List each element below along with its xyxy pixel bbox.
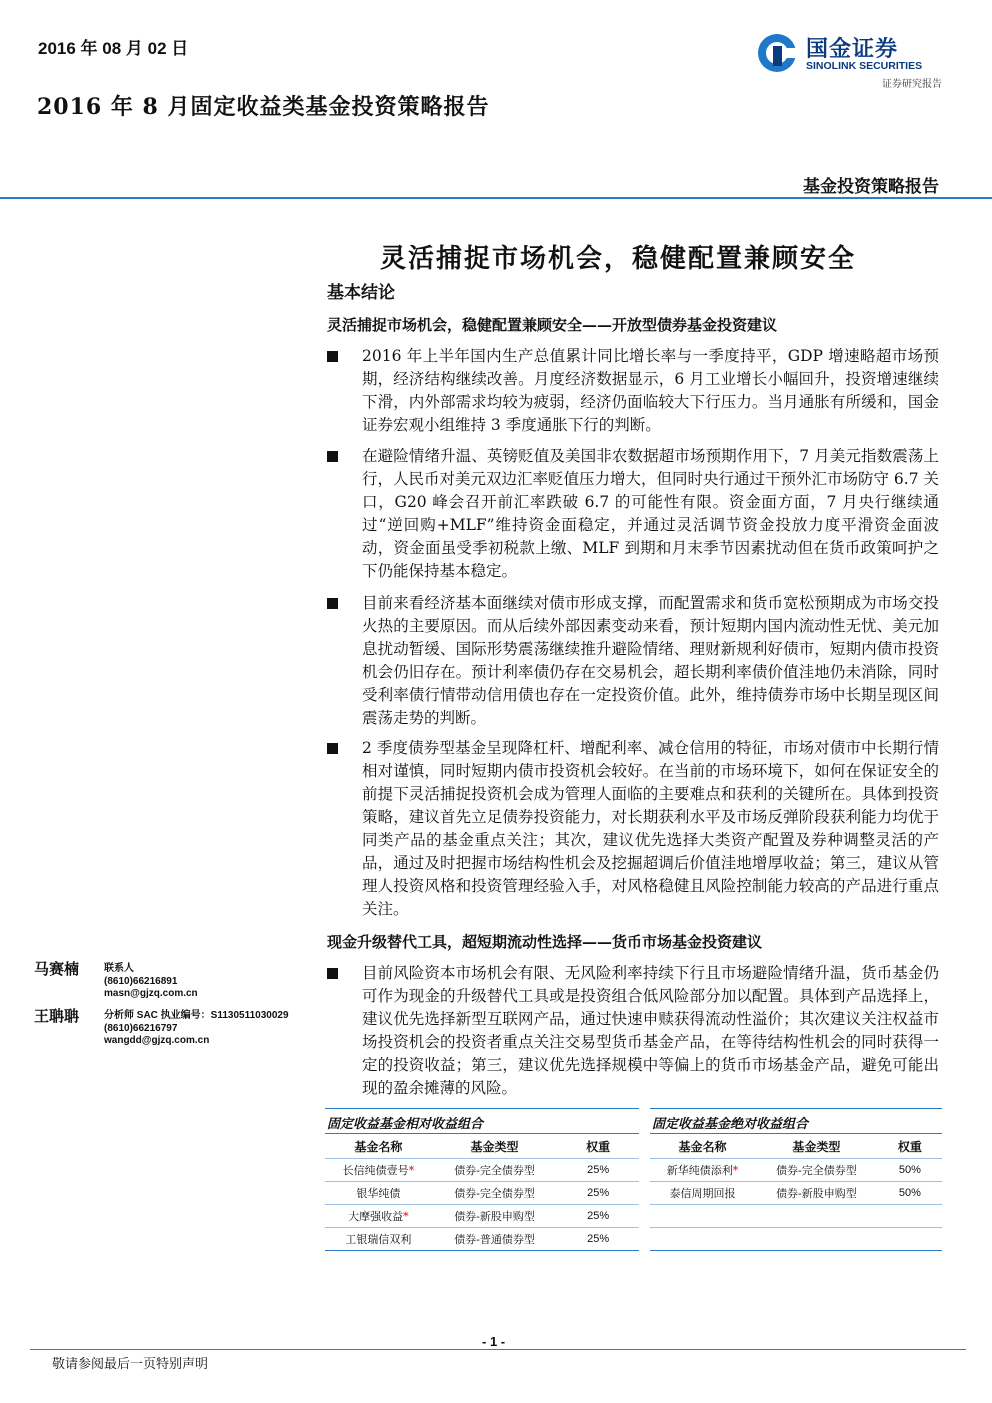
- analyst-role: 分析师 SAC 执业编号：S1130511030029: [104, 1010, 289, 1021]
- analyst-phone: (8610)66216891: [104, 975, 178, 987]
- table-header-row: [650, 1134, 942, 1159]
- fund-type-cell: [755, 1228, 878, 1251]
- report-title: 2016 年 8 月固定收益类基金投资策略报告: [37, 94, 490, 120]
- fund-type-cell: 债券-完全债券型: [432, 1182, 558, 1205]
- bullet-square-icon: [327, 598, 338, 609]
- fund-type-cell: [755, 1205, 878, 1228]
- bullet-square-icon: [327, 743, 338, 754]
- logo-text-en: SINOLINK SECURITIES: [806, 60, 923, 72]
- fund-weight-cell: 50%: [878, 1159, 942, 1182]
- table-row: [325, 1159, 639, 1182]
- bullet-square-icon: [327, 968, 338, 979]
- bullet-item: [327, 962, 939, 1100]
- fund-name-cell: [650, 1159, 755, 1182]
- logo-emblem-icon: [756, 32, 798, 74]
- relative-return-table: [325, 1108, 639, 1251]
- fund-weight-cell: [878, 1228, 942, 1251]
- header-divider: [0, 197, 992, 199]
- subsection-heading: 现金升级替代工具，超短期流动性选择——货币市场基金投资建议: [327, 933, 763, 951]
- bullet-text: 目前来看经济基本面继续对债市形成支撑，而配置需求和货币宽松预期成为市场交投火热的主要原因。而从后续外部因素变动来看，预计短期内国内流动性无忧、美元加息扰动暂缓、国际形势震荡继续推升避险情绪、理财新规利好债市，短期内债市投资机会仍旧存在。预计利率债仍存在交易机会，超长期利率债价值洼地仍未消除，同时受利率债行情带动信用债也存在一定投资价值。此外，维持债券市场中长期呈现区间震荡走势的判断。: [362, 594, 939, 727]
- bullet-item: [327, 737, 939, 921]
- disclaimer-note: 敬请参阅最后一页特别声明: [52, 1357, 209, 1372]
- analyst-name: 马赛楠: [34, 960, 80, 978]
- fund-name: 银华纯债: [356, 1187, 401, 1200]
- table-header-row: [325, 1134, 639, 1159]
- table-row: [650, 1159, 942, 1182]
- analyst-email[interactable]: masn@gjzq.com.cn: [104, 988, 198, 999]
- analyst-contact: [104, 1010, 289, 1048]
- analyst-name: 王聃聃: [34, 1007, 80, 1025]
- fund-weight-cell: 50%: [878, 1182, 942, 1205]
- table-row: [650, 1228, 942, 1251]
- table-title: 固定收益基金相对收益组合: [325, 1108, 639, 1134]
- table-row: [650, 1205, 942, 1228]
- column-header: 基金名称: [354, 1139, 403, 1154]
- headline: 灵活捕捉市场机会，稳健配置兼顾安全: [380, 244, 857, 274]
- page-number: - 1 -: [482, 1334, 506, 1349]
- subsection-heading: 灵活捕捉市场机会，稳健配置兼顾安全——开放型债券基金投资建议: [327, 316, 778, 334]
- column-header: 权重: [897, 1139, 922, 1154]
- document-type: 基金投资策略报告: [803, 177, 939, 197]
- fund-name: 新华纯债添利: [666, 1164, 733, 1177]
- table-row: [325, 1205, 639, 1228]
- fund-type-cell: 债券-普通债券型: [432, 1228, 558, 1251]
- bullet-square-icon: [327, 351, 338, 362]
- logo-subtitle: 证券研究报告: [882, 79, 942, 90]
- analyst-email[interactable]: wangdd@gjzq.com.cn: [104, 1035, 210, 1046]
- fund-weight-cell: 25%: [557, 1228, 639, 1251]
- star-icon: *: [403, 1210, 409, 1223]
- bullet-text: 在避险情绪升温、英镑贬值及美国非农数据超市场预期作用下，7 月美元指数震荡上行，人民币对美元双边汇率贬值压力增大，但同时央行通过干预外汇市场防守 6.7 关口，G20 峰会召开前汇率跌破 6.7 的可能性有限。资金面方面，7 月央行继续通过“逆回购+MLF”维持资金面稳定，并通过灵活调节资金投放力度平滑资金面波动，资金面虽受季初税款上缴、MLF 到期和月末季节因素扰动但在货币政策呵护之下仍能保持基本稳定。: [362, 447, 940, 580]
- bullet-item: [327, 445, 939, 583]
- absolute-return-table: [650, 1108, 942, 1251]
- fund-weight-cell: 25%: [557, 1205, 639, 1228]
- table-row: [325, 1182, 639, 1205]
- fund-weight-cell: 25%: [557, 1159, 639, 1182]
- star-icon: *: [408, 1164, 415, 1177]
- column-header: 基金类型: [792, 1139, 841, 1154]
- analyst-contact: [104, 963, 198, 1001]
- bullet-item: [327, 345, 939, 437]
- fund-name-cell: [650, 1205, 755, 1228]
- footer-divider: [30, 1349, 966, 1350]
- fund-type-cell: 债券-新股申购型: [755, 1182, 878, 1205]
- column-header: 权重: [586, 1139, 611, 1154]
- fund-name-cell: [325, 1159, 432, 1182]
- fund-type-cell: 债券-完全债券型: [432, 1159, 558, 1182]
- table-row: [650, 1182, 942, 1205]
- bullet-square-icon: [327, 451, 338, 462]
- fund-name-cell: [325, 1228, 432, 1251]
- table-row: [325, 1228, 639, 1251]
- report-date: 2016 年 08 月 02 日: [38, 39, 189, 58]
- table-title: 固定收益基金绝对收益组合: [650, 1108, 942, 1134]
- column-header: 基金类型: [470, 1139, 519, 1154]
- fund-name-cell: [650, 1228, 755, 1251]
- bullet-item: [327, 592, 939, 730]
- fund-name-cell: [325, 1182, 432, 1205]
- fund-name-cell: [650, 1182, 755, 1205]
- fund-name: 大摩强收益: [348, 1210, 404, 1223]
- fund-name-cell: [325, 1205, 432, 1228]
- bullet-text: 目前风险资本市场机会有限、无风险利率持续下行且市场避险情绪升温，货币基金仍可作为现金的升级替代工具或是投资组合低风险部分加以配置。具体到产品选择上，建议优先选择新型互联网产品，通过快速申赎获得流动性溢价；其次建议关注权益市场投资机会的投资者重点关注交易型货币基金产品，在等待结构性机会的同时获得一定的投资收益；第三，建议优先选择规模中等偏上的货币市场基金产品，避免可能出现的盈余摊薄的风险。: [362, 964, 939, 1097]
- analyst-role: 联系人: [104, 963, 134, 974]
- analyst-phone: (8610)66216797: [104, 1022, 178, 1034]
- section-title: 基本结论: [327, 283, 395, 303]
- fund-weight-cell: 25%: [557, 1182, 639, 1205]
- fund-weight-cell: [878, 1205, 942, 1228]
- bullet-text: 2 季度债券型基金呈现降杠杆、增配利率、减仓信用的特征，市场对债市中长期行情相对谨慎，同时短期内债市投资机会较好。在当前的市场环境下，如何在保证安全的前提下灵活捕捉投资机会成为管理人面临的主要难点和获利的关键所在。具体到投资策略，建议首先立足债券投资能力，对长期获利水平及市场反弹阶段获利能力均优于同类产品的基金重点关注；其次，建议优先选择大类资产配置及券种调整灵活的产品，通过及时把握市场结构性机会及挖掘超调后价值洼地增厚收益；第三，建议从管理人投资风格和投资管理经验入手，对风格稳健且风险控制能力较高的产品进行重点关注。: [362, 739, 939, 918]
- bullet-text: 2016 年上半年国内生产总值累计同比增长率与一季度持平，GDP 增速略超市场预期，经济结构继续改善。月度经济数据显示，6 月工业增长小幅回升，投资增速继续下滑，内外部需求均较为疲弱，经济仍面临较大下行压力。当月通胀有所缓和，国金证券宏观小组维持 3 季度通胀下行的判断。: [362, 347, 939, 434]
- fund-type-cell: 债券-完全债券型: [755, 1159, 878, 1182]
- logo-text-cn: 国金证券: [806, 37, 899, 62]
- fund-name: 工银瑞信双利: [345, 1233, 412, 1246]
- fund-name: 长信纯债壹号: [342, 1164, 409, 1177]
- star-icon: *: [732, 1164, 739, 1177]
- column-header: 基金名称: [678, 1139, 727, 1154]
- company-logo: [756, 30, 946, 92]
- fund-name: 泰信周期回报: [669, 1187, 736, 1200]
- fund-type-cell: 债券-新股申购型: [432, 1205, 558, 1228]
